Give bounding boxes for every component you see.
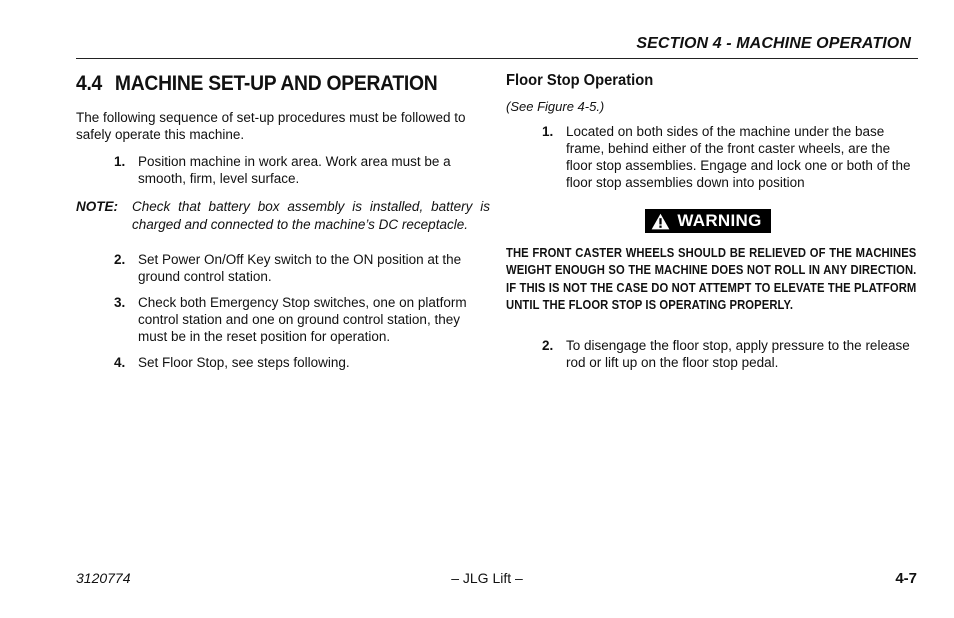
section-heading-number: 4.4: [76, 72, 103, 95]
page-number: 4-7: [895, 570, 917, 587]
step-text: To disengage the floor stop, apply pressure to the release rod or lift up on the floor stop pedal.: [566, 337, 910, 370]
warning-badge: [645, 209, 770, 233]
step-text: Set Power On/Off Key switch to the ON position at the ground control station.: [138, 252, 462, 284]
section-heading-text: MACHINE SET-UP AND OPERATION: [114, 72, 438, 95]
list-item: [76, 153, 490, 187]
document-number: 3120774: [76, 570, 131, 586]
step-number: 1.: [542, 124, 554, 139]
list-item: [76, 251, 490, 285]
figure-reference: (See Figure 4-5.): [506, 99, 605, 114]
list-item: [506, 337, 918, 371]
step-text: Located on both sides of the machine under the base frame, behind either of the front caster wheels, are the floor stop assemblies. Engage and lock one or both of the floor stop assemblies down into position: [566, 124, 911, 190]
right-column: [506, 72, 918, 371]
step-number: 2.: [114, 252, 126, 267]
warning-text: THE FRONT CASTER WHEELS SHOULD BE RELIEVED OF THE MACHINES WEIGHT ENOUGH SO THE MACHINE DOES NOT ROLL IN ANY DIRECTION. IF THIS IS NOT THE CASE DO NOT ATTEMPT TO ELEVATE THE PLATFORM UNTIL THE FLOOR STOP IS OPERATING PROPERLY.: [506, 245, 917, 312]
step-text: Check both Emergency Stop switches, one on platform control station and one on ground control station, they must be in the reset position for operation.: [138, 295, 467, 344]
step-number: 2.: [542, 337, 554, 353]
note-block: [76, 198, 490, 234]
list-item: [506, 123, 918, 191]
step-number: 3.: [114, 295, 126, 310]
step-number: 1.: [114, 154, 126, 169]
step-number: 4.: [114, 355, 126, 370]
note-label: NOTE:: [76, 199, 118, 214]
intro-paragraph: The following sequence of set-up procedures must be followed to safely operate this machine.: [76, 110, 466, 142]
header-divider: [76, 58, 918, 59]
section-heading: [76, 72, 457, 96]
section-title: SECTION 4 - MACHINE OPERATION: [636, 35, 911, 52]
left-column: [76, 72, 490, 371]
list-item: [76, 354, 490, 371]
warning-label: WARNING: [677, 211, 762, 230]
subsection-heading: Floor Stop Operation: [506, 72, 654, 89]
step-text: Set Floor Stop, see steps following.: [138, 355, 350, 370]
note-text: Check that battery box assembly is installed, battery is charged and connected to the machine’s DC receptacle.: [132, 199, 490, 232]
warning-header: [498, 209, 918, 235]
step-text: Position machine in work area. Work area must be a smooth, firm, level surface.: [138, 154, 451, 186]
footer-brand: – JLG Lift –: [451, 570, 523, 586]
list-item: [76, 294, 490, 345]
warning-triangle-icon: [651, 213, 670, 230]
